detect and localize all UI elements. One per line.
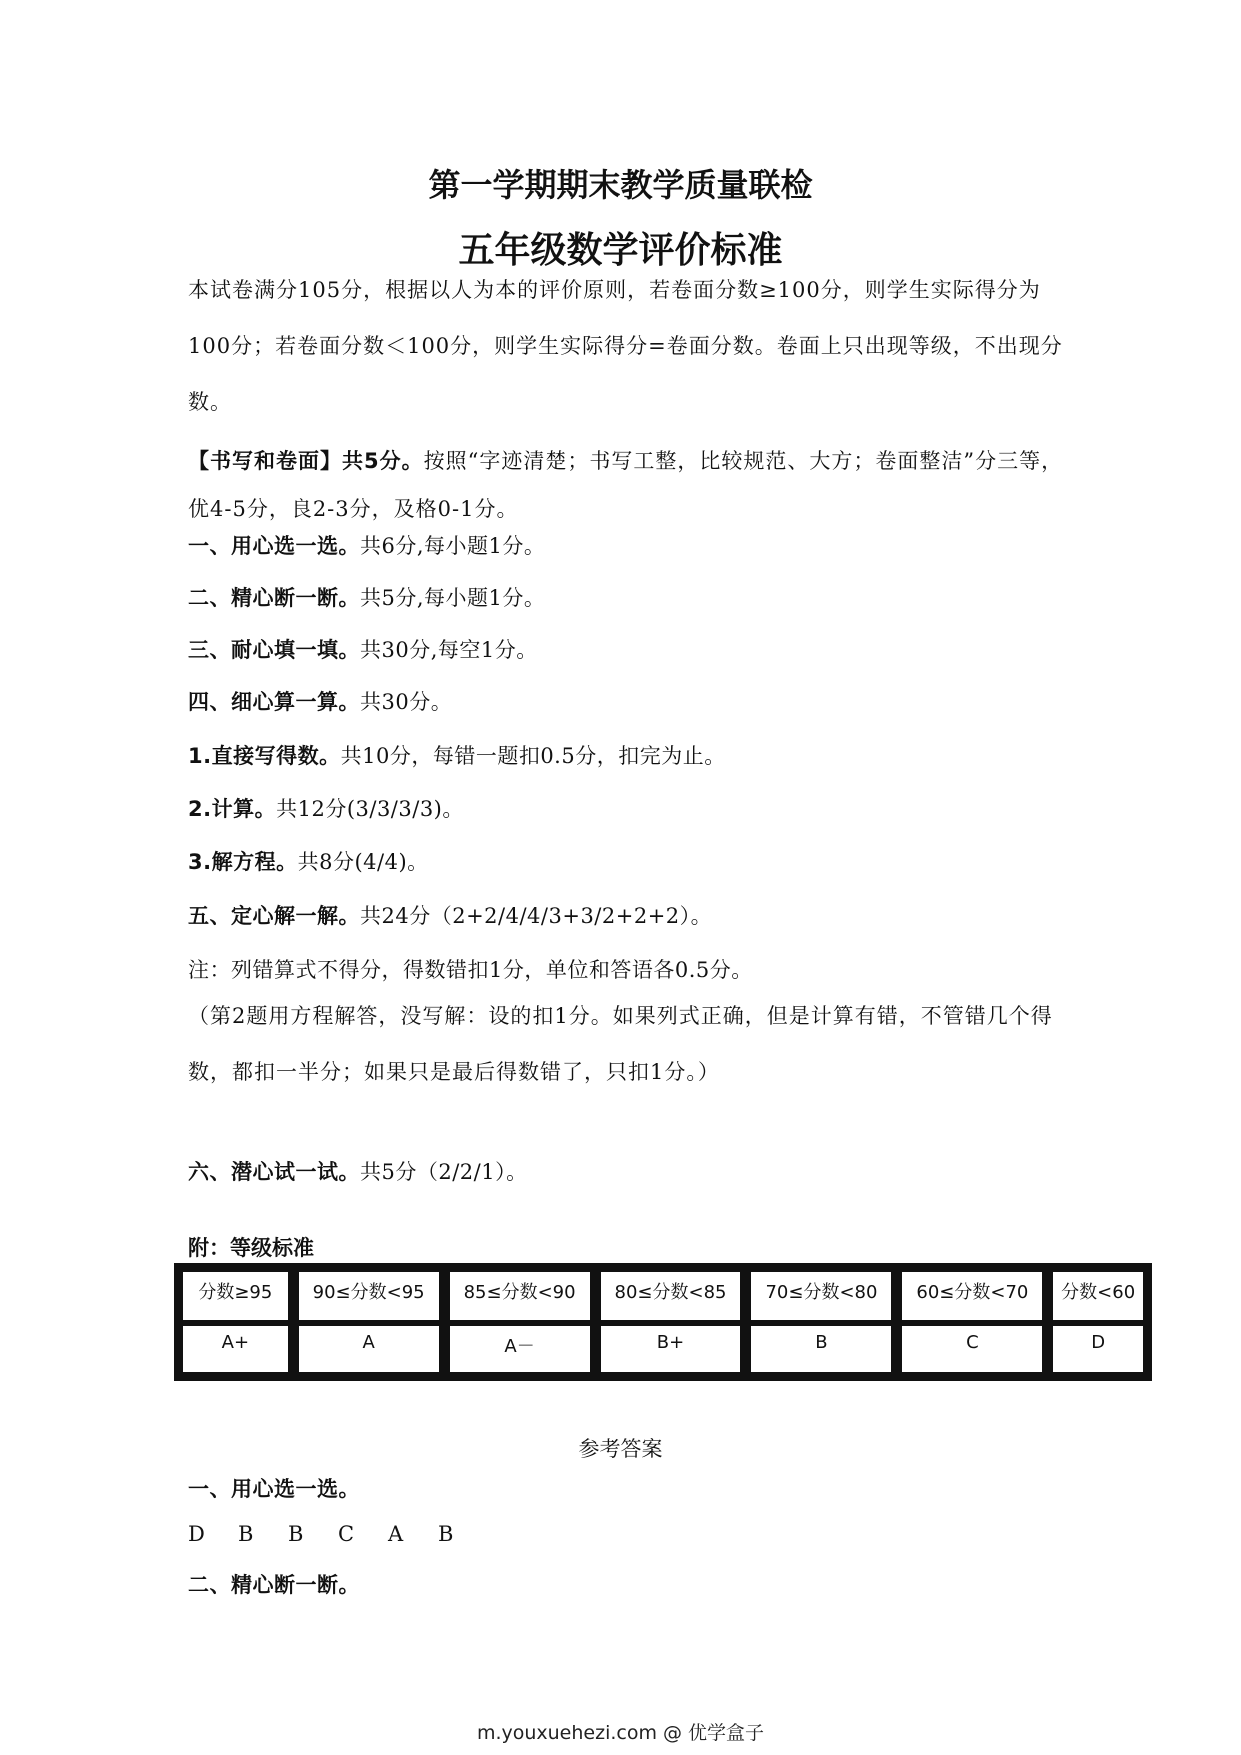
range-cell: 85≤分数<90	[442, 1269, 593, 1323]
grade-cell: D	[1045, 1323, 1146, 1375]
range-cell: 60≤分数<70	[894, 1269, 1045, 1323]
grade-cell: A－	[442, 1323, 593, 1375]
grade-cell: B	[743, 1323, 894, 1375]
choice-answer: A	[388, 1522, 404, 1546]
range-cell: 分数<60	[1045, 1269, 1146, 1323]
range-cell: 70≤分数<80	[743, 1269, 894, 1323]
section-item: 三、耐心填一填。共30分,每空1分。	[188, 638, 538, 662]
choice-answer: C	[338, 1522, 355, 1546]
footer-watermark: m.youxuehezi.com @ 优学盒子	[476, 1722, 765, 1744]
range-cell: 80≤分数<85	[593, 1269, 744, 1323]
document-subtitle: 五年级数学评价标准	[458, 230, 783, 271]
choice-answer: B	[238, 1522, 254, 1546]
intro-paragraph: 本试卷满分105分，根据以人为本的评价原则，若卷面分数≥100分，则学生实际得分为100分；若卷面分数＜100分，则学生实际得分=卷面分数。卷面上只出现等级，不出现分数。	[188, 278, 1063, 414]
section-item: 四、细心算一算。共30分。	[188, 690, 453, 714]
writing-heading: 【书写和卷面】共5分。	[188, 449, 424, 473]
choice-answer: B	[288, 1522, 304, 1546]
section-item: 一、用心选一选。共6分,每小题1分。	[188, 534, 546, 558]
note-line: 注：列错算式不得分，得数错扣1分，单位和答语各0.5分。	[188, 958, 753, 982]
grade-cell: C	[894, 1323, 1045, 1375]
grade-standard-table	[174, 1263, 1152, 1381]
document-title: 第一学期期末教学质量联检	[428, 166, 813, 204]
grade-cell: A	[291, 1323, 442, 1375]
section-item: 六、潜心试一试。共5分（2/2/1）。	[188, 1160, 528, 1184]
appendix-title: 附：等级标准	[188, 1236, 314, 1260]
grade-cell: B+	[593, 1323, 744, 1375]
subsection-item: 3.解方程。共8分(4/4)。	[188, 850, 429, 874]
table-row	[180, 1269, 1146, 1323]
note-paragraph: （第2题用方程解答，没写解：设的扣1分。如果列式正确，但是计算有错，不管错几个得数，都扣一半分；如果只是最后得数错了，只扣1分。）	[188, 1004, 1053, 1084]
answer-choices	[188, 1522, 488, 1546]
section-item: 二、精心断一断。共5分,每小题1分。	[188, 586, 546, 610]
answer-section-heading: 二、精心断一断。	[188, 1573, 360, 1597]
subsection-item: 1.直接写得数。共10分，每错一题扣0.5分，扣完为止。	[188, 744, 726, 768]
answer-section-heading: 一、用心选一选。	[188, 1477, 360, 1501]
writing-body: 按照“字迹清楚；书写工整，比较规范、大方；卷面整洁”分三等，优4-5分，良2-3分，及格0-1分。	[188, 449, 1064, 521]
choice-answer: B	[438, 1522, 454, 1546]
table-row	[180, 1323, 1146, 1375]
subsection-item: 2.计算。共12分(3/3/3/3)。	[188, 797, 464, 821]
writing-criteria	[188, 437, 1068, 533]
grade-cell: A+	[180, 1323, 291, 1375]
section-item: 五、定心解一解。共24分（2+2/4/4/3+3/2+2+2）。	[188, 904, 713, 928]
answer-key-title: 参考答案	[578, 1437, 663, 1461]
range-cell: 分数≥95	[180, 1269, 291, 1323]
choice-answer: D	[188, 1522, 205, 1546]
range-cell: 90≤分数<95	[291, 1269, 442, 1323]
